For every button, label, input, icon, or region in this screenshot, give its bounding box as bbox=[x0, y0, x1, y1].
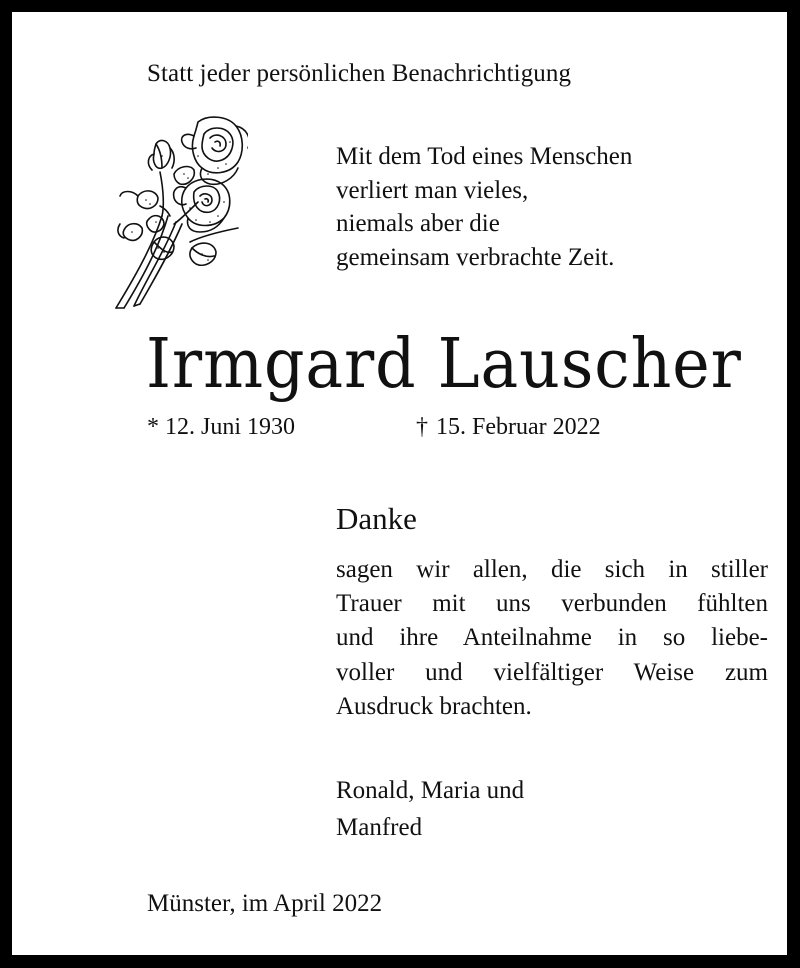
death-date-text: 15. Februar 2022 bbox=[436, 414, 601, 440]
thanks-line: Trauer mit uns verbunden fühlten bbox=[336, 590, 768, 618]
memorial-verse bbox=[336, 140, 632, 274]
thanks-message bbox=[336, 553, 768, 724]
verse-line: niemals aber die bbox=[336, 210, 500, 237]
birth-date bbox=[147, 412, 295, 442]
verse-line: Mit dem Tod eines Menschen bbox=[336, 143, 633, 170]
signer-line: Ronald, Maria und bbox=[336, 777, 525, 804]
thanks-line: Ausdruck brachten. bbox=[336, 692, 532, 720]
deceased-name: Irmgard Lauscher bbox=[146, 325, 742, 404]
header-text: Statt jeder persönlichen Benachrichtigung bbox=[147, 60, 572, 87]
thanks-line: voller und vielfältiger Weise zum bbox=[336, 658, 768, 686]
asterisk-icon: * bbox=[147, 414, 159, 440]
obituary-notice bbox=[12, 12, 787, 955]
verse-line: verliert man vieles, bbox=[336, 176, 529, 204]
thanks-line: sagen wir allen, die sich in stiller bbox=[336, 556, 768, 583]
rose-bouquet-icon bbox=[98, 112, 248, 312]
birth-date-text: 12. Juni 1930 bbox=[165, 414, 296, 440]
death-date bbox=[416, 412, 601, 442]
signers bbox=[336, 772, 524, 846]
thanks-line: und ihre Anteilnahme in so liebe- bbox=[336, 624, 768, 652]
thanks-heading: Danke bbox=[336, 501, 417, 536]
signer-line: Manfred bbox=[336, 814, 423, 841]
verse-line: gemeinsam verbrachte Zeit. bbox=[336, 243, 615, 271]
cross-icon: † bbox=[416, 414, 428, 440]
location-date: Münster, im April 2022 bbox=[147, 890, 383, 917]
